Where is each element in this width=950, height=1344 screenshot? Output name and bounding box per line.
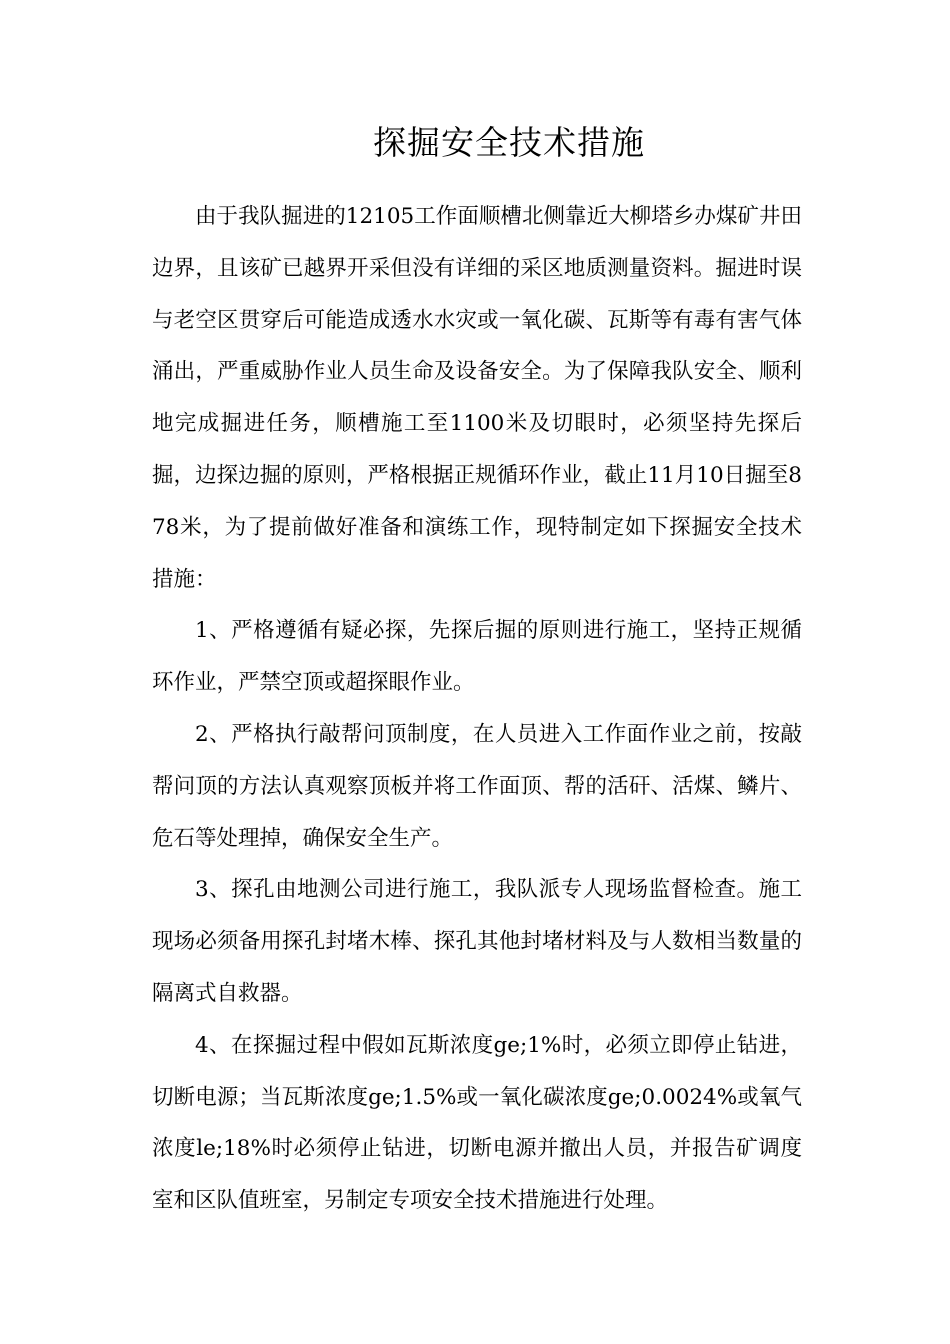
document-title: 探掘安全技术措施 xyxy=(373,123,645,162)
paragraph-item-3: 3、探孔由地测公司进行施工，我队派专人现场监督检查。施工现场必须备用探孔封堵木棒、探孔其他封堵材料及与人数相当数量的隔离式自救器。 xyxy=(152,877,802,1006)
paragraph-item-4: 4、在探掘过程中假如瓦斯浓度ge;1%时，必须立即停止钻进，切断电源；当瓦斯浓度ge;1.5%或一氧化碳浓度ge;0.0024%或氧气浓度le;18%时必须停止钻进，切断电源并撤出人员，并报告矿调度室和区队值班室，另制定专项安全技术措施进行处理。 xyxy=(152,1032,802,1214)
document-body xyxy=(152,191,802,1227)
paragraph-item-1: 1、严格遵循有疑必探，先探后掘的原则进行施工，坚持正规循环作业，严禁空顶或超探眼作业。 xyxy=(152,618,802,696)
paragraph-intro: 由于我队掘进的12105工作面顺槽北侧靠近大柳塔乡办煤矿井田边界，且该矿已越界开采但没有详细的采区地质测量资料。掘进时误与老空区贯穿后可能造成透水水灾或一氧化碳、瓦斯等有毒有害气体涌出，严重威胁作业人员生命及设备安全。为了保障我队安全、顺利地完成掘进任务，顺槽施工至1100米及切眼时，必须坚持先探后掘，边探边掘的原则，严格根据正规循环作业，截止11月10日掘至878米，为了提前做好准备和演练工作，现特制定如下探掘安全技术措施： xyxy=(152,204,802,592)
paragraph-item-2: 2、严格执行敲帮问顶制度，在人员进入工作面作业之前，按敲帮问顶的方法认真观察顶板并将工作面顶、帮的活矸、活煤、鳞片、危石等处理掉，确保安全生产。 xyxy=(152,721,802,851)
